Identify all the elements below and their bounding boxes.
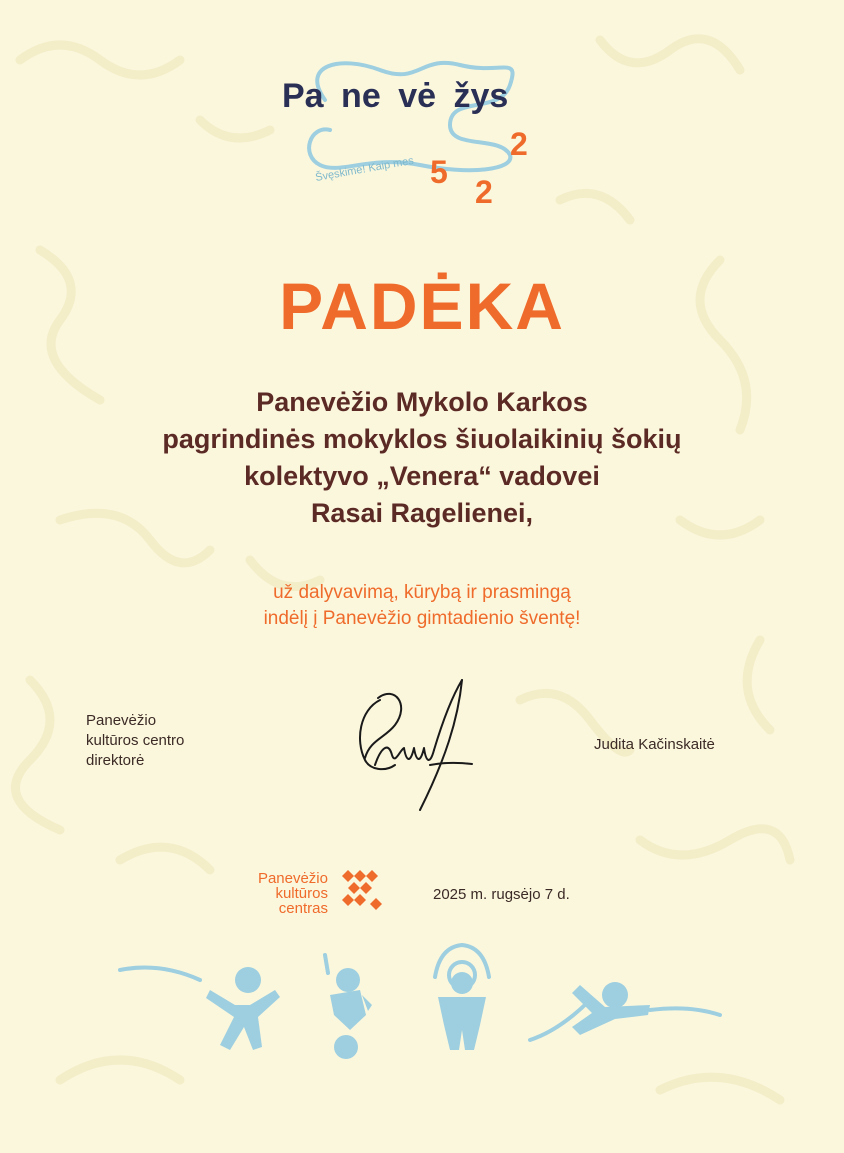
logo-syllable: vė [398,77,437,115]
signer-name: Judita Kačinskaitė [594,736,715,753]
recipient-line: Rasai Ragelienei, [310,498,534,528]
handwritten-signature [340,670,480,820]
dancers-illustration [110,935,750,1065]
recipient-line: Panevėžio Mykolo Karkos [256,387,588,417]
dancer-figure [435,945,489,1050]
svg-text:Pa ne vė žys [282,77,508,115]
recipient-block [60,384,784,532]
signer-title-line: direktorė [86,752,145,769]
org-logo-line: Panevėžio [257,870,328,887]
logo-syllable: žys [453,77,509,115]
logo-digit: 2 [510,126,528,162]
org-logo-text [220,871,328,916]
recipient-line: pagrindinės mokyklos šiuolaikinių šokių [162,424,682,454]
signer-title [86,711,184,771]
recipient-line: kolektyvo „Venera“ vadovei [244,461,600,491]
signer-title-line: Panevėžio [86,712,157,729]
panevezys-522-logo [270,55,570,215]
logo-digit: 2 [475,174,493,210]
logo-syllable: Pa [282,77,324,115]
certificate-title: PADĖKA [279,269,565,343]
dancer-figure [325,955,372,1059]
org-logo-line: kultūros [275,885,328,902]
logo-digit: 5 [430,154,448,190]
org-diamond-mark [336,868,386,918]
reason-line: indėlį į Panevėžio gimtadienio šventę! [263,608,581,629]
issue-date: 2025 m. rugsėjo 7 d. [433,886,570,903]
logo-syllable: ne [341,77,381,115]
dancer-figure [530,982,720,1040]
org-logo-line: centras [278,900,328,917]
dancer-figure [120,967,280,1050]
reason-line: už dalyvavimą, kūrybą ir prasmingą [273,582,571,603]
reason-block [60,580,784,632]
logo-tagline: Švęskime! Kaip mes [314,154,415,184]
signer-title-line: kultūros centro [86,732,185,749]
